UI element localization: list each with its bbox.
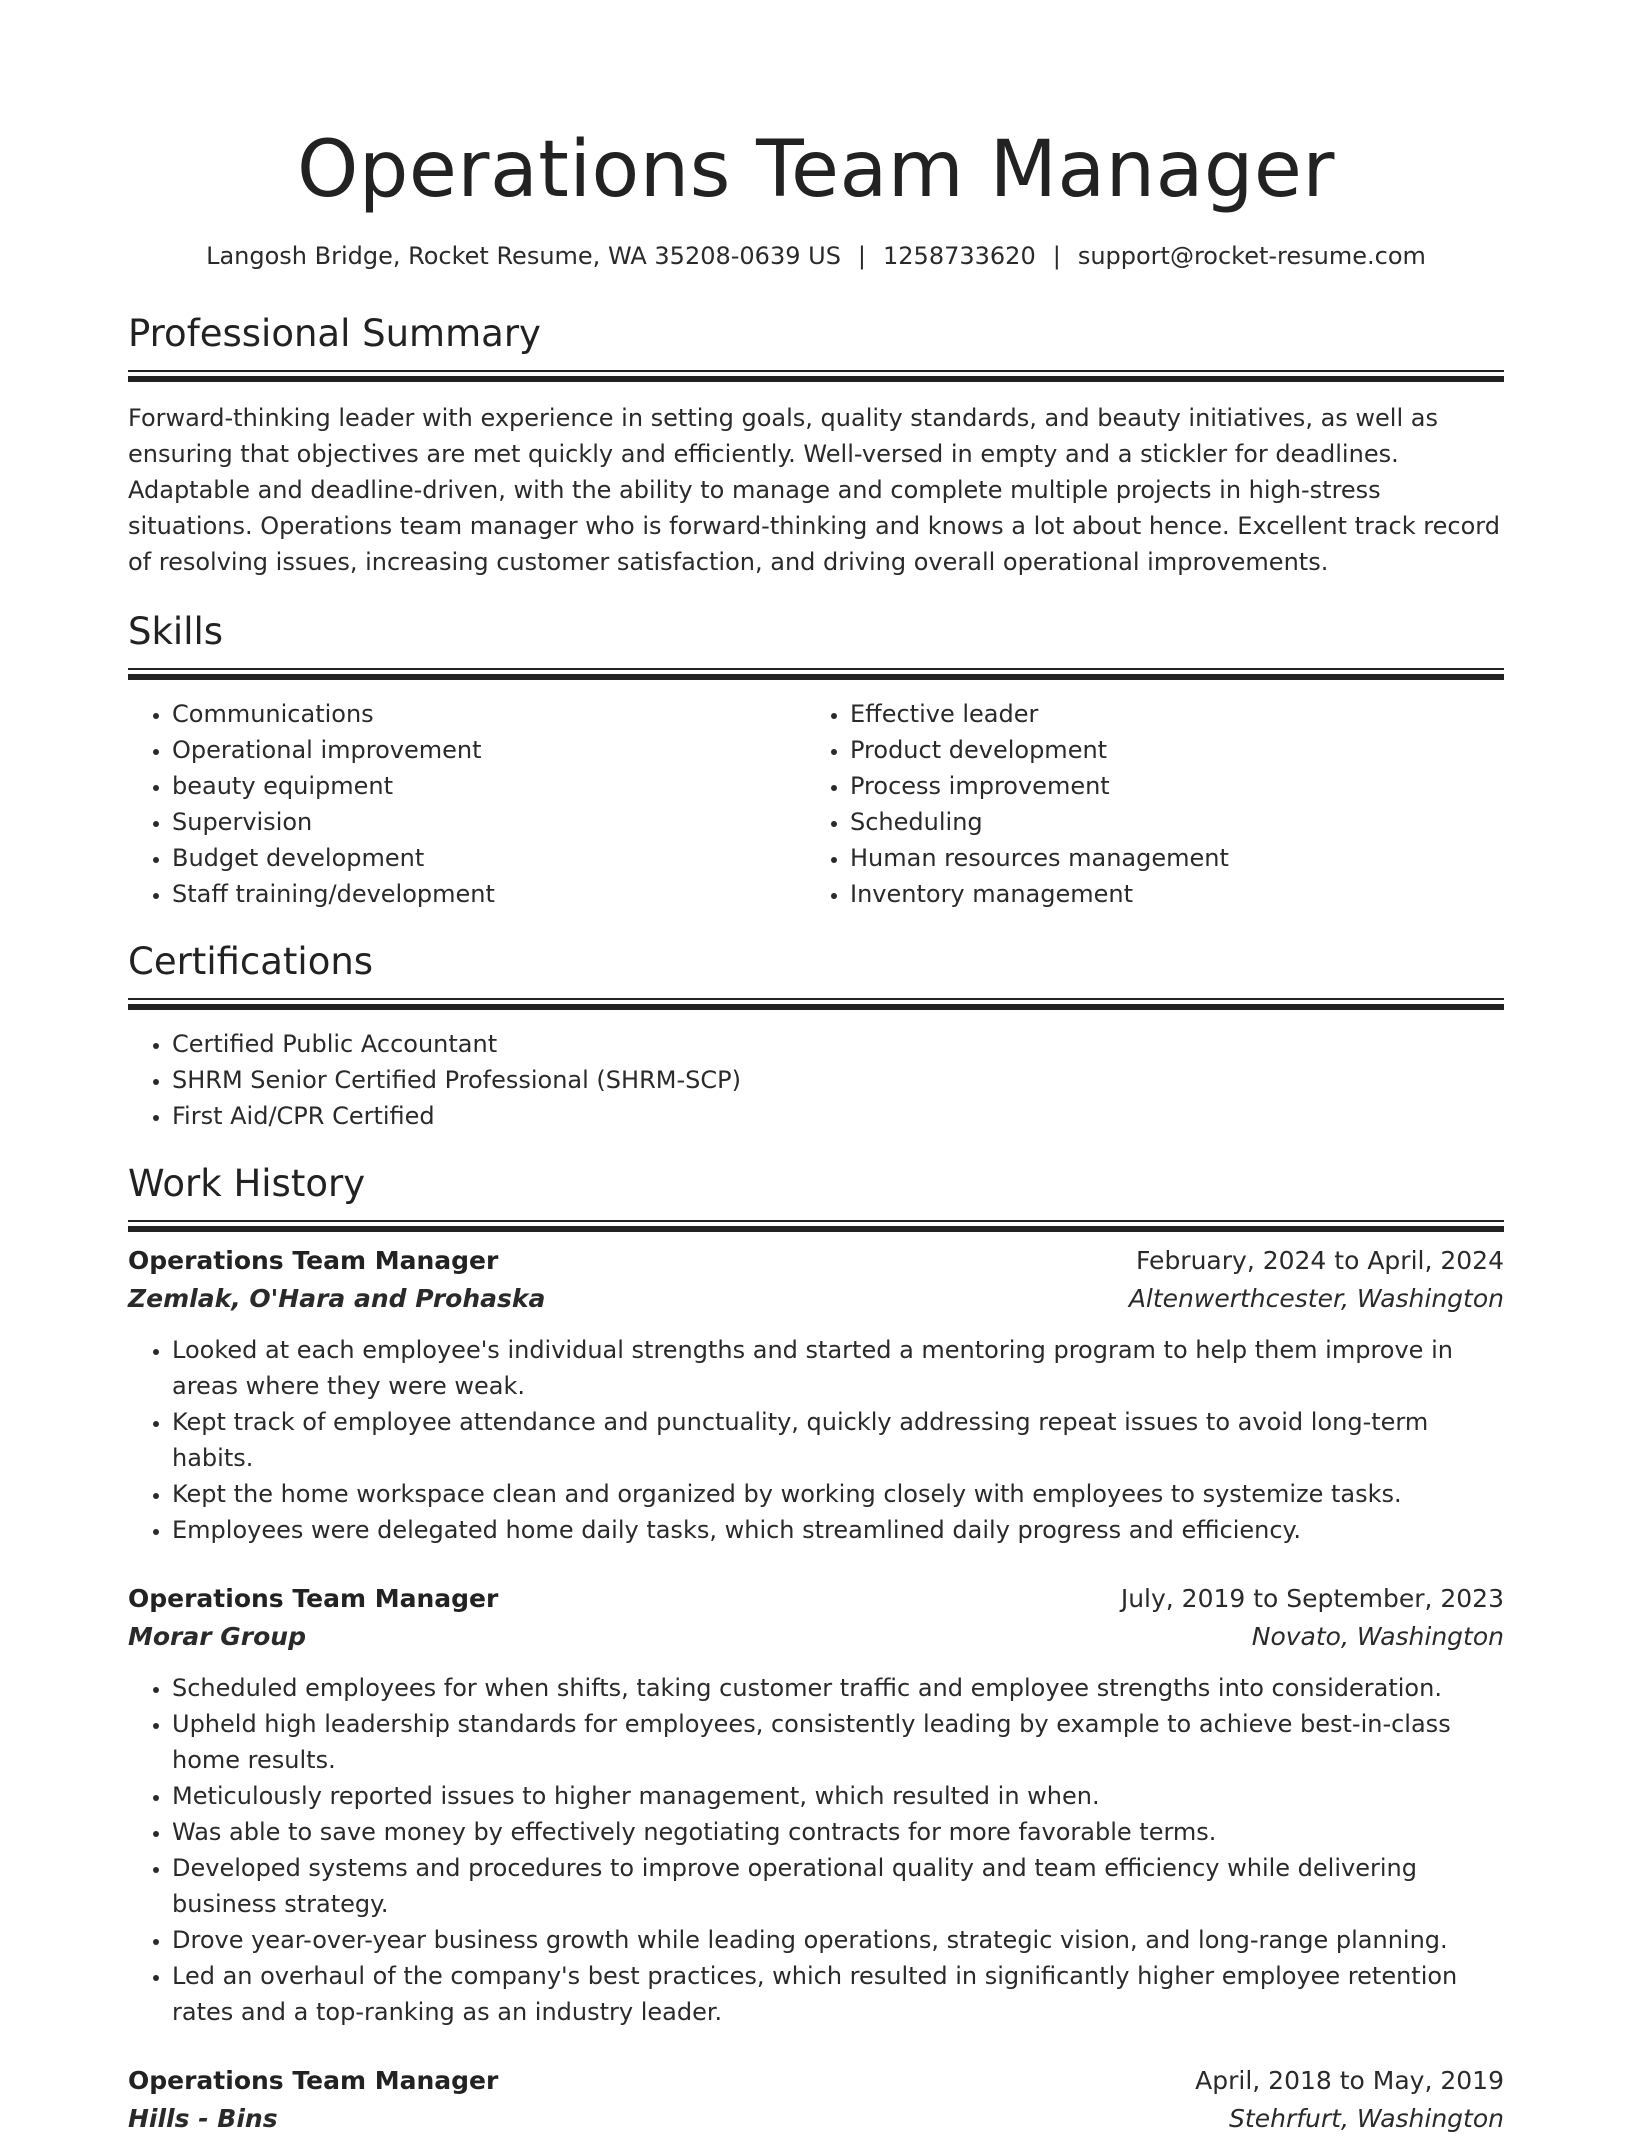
job-location: Stehrfurt, Washington — [1229, 2104, 1504, 2133]
duty-item: • Employees were delegated home daily tasks, which streamlined daily progress and efficiency. — [172, 1512, 1504, 1548]
job-location: Altenwerthcester, Washington — [1128, 1284, 1504, 1313]
skill-item: • Staff training/development — [172, 876, 806, 912]
skill-item: • Product development — [850, 732, 1484, 768]
skills-list-left — [128, 696, 806, 912]
job-subheader — [128, 1280, 1504, 1318]
skills-column-right — [806, 696, 1484, 912]
skill-item: • Scheduling — [850, 804, 1484, 840]
job-duties — [128, 1332, 1504, 1548]
section-divider — [128, 998, 1504, 1000]
email-address: support@rocket-resume.com — [1077, 242, 1426, 270]
job-subheader — [128, 1618, 1504, 1656]
duty-item: • Drove year-over-year business growth while leading operations, strategic vision, and long-range planning. — [172, 1922, 1504, 1958]
phone-number: 1258733620 — [883, 242, 1036, 270]
duty-item: • Kept track of employee attendance and punctuality, quickly addressing repeat issues to avoid long-term habits. — [172, 1404, 1504, 1476]
job-entry — [128, 1242, 1504, 1548]
skill-item: • Budget development — [172, 840, 806, 876]
contact-separator: | — [1052, 242, 1061, 270]
job-header — [128, 1242, 1504, 1280]
skills-heading: Skills — [128, 610, 224, 653]
certification-item: • First Aid/CPR Certified — [172, 1098, 1504, 1134]
job-header — [128, 2062, 1504, 2100]
resume-page — [128, 0, 1504, 2138]
contact-separator: | — [857, 242, 867, 270]
job-dates: February, 2024 to April, 2024 — [1136, 1246, 1504, 1275]
contact-line — [128, 238, 1504, 274]
skills-section — [128, 606, 1504, 912]
job-dates: April, 2018 to May, 2019 — [1195, 2066, 1504, 2095]
job-duties — [128, 1670, 1504, 2030]
work-history-section — [128, 1158, 1504, 2138]
work-history-heading: Work History — [128, 1162, 366, 1205]
duty-item: • Kept the home workspace clean and organized by working closely with employees to systemize tasks. — [172, 1476, 1504, 1512]
job-entry — [128, 2062, 1504, 2138]
skill-item: • Human resources management — [850, 840, 1484, 876]
section-divider — [128, 1220, 1504, 1222]
section-divider — [128, 370, 1504, 372]
address: Langosh Bridge, Rocket Resume, WA 35208-0639 US — [206, 242, 841, 270]
certifications-section — [128, 936, 1504, 1134]
job-title: Operations Team Manager — [128, 1584, 499, 1613]
job-title: Operations Team Manager — [128, 2066, 499, 2095]
certification-item: • SHRM Senior Certified Professional (SHRM-SCP) — [172, 1062, 1504, 1098]
job-title: Operations Team Manager — [128, 1246, 499, 1275]
job-company: Morar Group — [128, 1622, 307, 1651]
skills-grid — [128, 696, 1504, 912]
summary-text: Forward-thinking leader with experience in setting goals, quality standards, and beauty initiatives, as well as ensuring that objectives are met quickly and efficiently. Well-versed in empty and a stickler for deadlines. Adaptable and deadline-driven, with the ability to manage and complete multiple projects in high-stress situations. Operations team manager who is forward-thinking and knows a lot about hence. Excellent track record of resolving issues, increasing customer satisfaction, and driving overall operational improvements. — [128, 404, 1500, 576]
skill-item: • Operational improvement — [172, 732, 806, 768]
duty-item: • Led an overhaul of the company's best practices, which resulted in significantly higher employee retention rates and a top-ranking as an industry leader. — [172, 1958, 1504, 2030]
resume-title: Operations Team Manager — [297, 125, 1335, 215]
certification-item: • Certified Public Accountant — [172, 1026, 1504, 1062]
job-location: Novato, Washington — [1251, 1622, 1504, 1651]
duty-item: • Looked at each employee's individual strengths and started a mentoring program to help them improve in areas where they were weak. — [172, 1332, 1504, 1404]
duty-item: • Was able to save money by effectively negotiating contracts for more favorable terms. — [172, 1814, 1504, 1850]
summary-heading: Professional Summary — [128, 312, 541, 355]
duty-item: • Upheld high leadership standards for employees, consistently leading by example to achieve best-in-class home results. — [172, 1706, 1504, 1778]
job-company: Zemlak, O'Hara and Prohaska — [128, 1284, 546, 1313]
certifications-list — [128, 1026, 1504, 1134]
skill-item: • Process improvement — [850, 768, 1484, 804]
skill-item: • Inventory management — [850, 876, 1484, 912]
summary-section — [128, 308, 1504, 580]
duty-item: • Developed systems and procedures to improve operational quality and team efficiency while delivering business strategy. — [172, 1850, 1504, 1922]
section-divider — [128, 668, 1504, 670]
skill-item: • Supervision — [172, 804, 806, 840]
skill-item: • Effective leader — [850, 696, 1484, 732]
skill-item: • Communications — [172, 696, 806, 732]
duty-item: • Meticulously reported issues to higher management, which resulted in when. — [172, 1778, 1504, 1814]
job-subheader — [128, 2100, 1504, 2138]
job-dates: July, 2019 to September, 2023 — [1120, 1584, 1504, 1613]
duty-item: • Scheduled employees for when shifts, taking customer traffic and employee strengths into consideration. — [172, 1670, 1504, 1706]
certifications-heading: Certifications — [128, 940, 374, 983]
job-header — [128, 1580, 1504, 1618]
skills-list-right — [806, 696, 1484, 912]
job-company: Hills - Bins — [128, 2104, 278, 2133]
skills-column-left — [128, 696, 806, 912]
job-entry — [128, 1580, 1504, 2030]
skill-item: • beauty equipment — [172, 768, 806, 804]
